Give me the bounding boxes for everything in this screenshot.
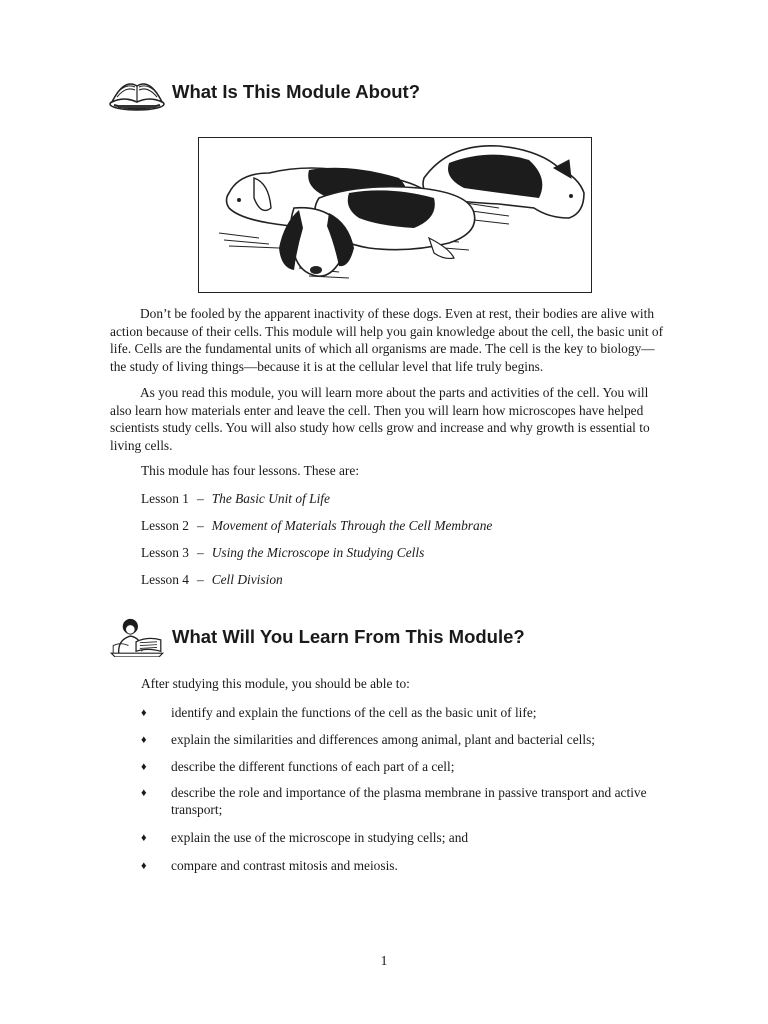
bullet-diamond-icon: ♦	[141, 761, 147, 773]
lesson-dash: –	[196, 491, 204, 506]
lesson-dash: –	[196, 572, 204, 587]
intro-paragraph	[110, 305, 666, 375]
lesson-label: Lesson 3	[141, 545, 189, 560]
bullet-diamond-icon: ♦	[141, 832, 147, 844]
objective-item	[141, 704, 661, 722]
lesson-item	[141, 572, 283, 588]
objective-item	[141, 829, 661, 847]
section-title: What Will You Learn From This Module?	[172, 626, 525, 647]
page-number: 1	[380, 954, 388, 969]
lesson-label: Lesson 1	[141, 491, 189, 506]
dogs-illustration	[198, 137, 592, 293]
overview-paragraph	[110, 384, 666, 454]
lesson-dash: –	[196, 518, 204, 533]
student-reading-icon	[108, 617, 166, 657]
overview-paragraph-text: As you read this module, you will learn more about the parts and activities of the cell. You will also learn how materials enter and leave the cell. Then you will learn how microscopes have helped scientists study cells. You will also study how cells grow and increase and why growth is essential to living cells.	[110, 385, 650, 453]
lesson-label: Lesson 2	[141, 518, 189, 533]
objective-item	[141, 857, 661, 875]
lesson-title: Cell Division	[211, 572, 283, 587]
lessons-intro: This module has four lessons. These are:	[141, 463, 360, 478]
section-heading-module-about	[108, 72, 420, 112]
objective-item	[141, 731, 661, 749]
objective-text: describe the role and importance of the plasma membrane in passive transport and active transport;	[171, 785, 647, 818]
objective-item	[141, 758, 661, 776]
intro-paragraph-text: Don’t be fooled by the apparent inactivity of these dogs. Even at rest, their bodies are alive with action because of their cells. This module will help you gain knowledge about the cell, the basic unit of life. Cells are the fundamental units of which all organisms are made. The cell is the key to biology—the study of living things—because it is at the cellular level that life truly begins.	[110, 306, 664, 374]
bullet-diamond-icon: ♦	[141, 707, 147, 719]
bullet-diamond-icon: ♦	[141, 860, 147, 872]
lesson-title: Using the Microscope in Studying Cells	[211, 545, 425, 560]
lesson-label: Lesson 4	[141, 572, 189, 587]
objectives-intro: After studying this module, you should be able to:	[141, 676, 410, 691]
objective-text: compare and contrast mitosis and meiosis.	[171, 858, 398, 873]
objective-text: describe the different functions of each part of a cell;	[171, 759, 455, 774]
bullet-diamond-icon: ♦	[141, 787, 147, 799]
bullet-diamond-icon: ♦	[141, 734, 147, 746]
objective-text: explain the similarities and differences among animal, plant and bacterial cells;	[171, 732, 596, 747]
lesson-item	[141, 518, 492, 534]
lesson-title: Movement of Materials Through the Cell Membrane	[211, 518, 493, 533]
objective-text: explain the use of the microscope in studying cells; and	[171, 830, 469, 845]
section-title: What Is This Module About?	[172, 81, 421, 102]
lesson-dash: –	[196, 545, 204, 560]
open-book-icon	[108, 72, 166, 112]
objective-text: identify and explain the functions of the cell as the basic unit of life;	[171, 705, 537, 720]
section-heading-learn	[108, 617, 525, 657]
sleeping-dogs-image	[199, 138, 591, 292]
objective-item	[141, 784, 661, 819]
lesson-item	[141, 491, 330, 507]
lesson-title: The Basic Unit of Life	[211, 491, 330, 506]
lesson-item	[141, 545, 424, 561]
